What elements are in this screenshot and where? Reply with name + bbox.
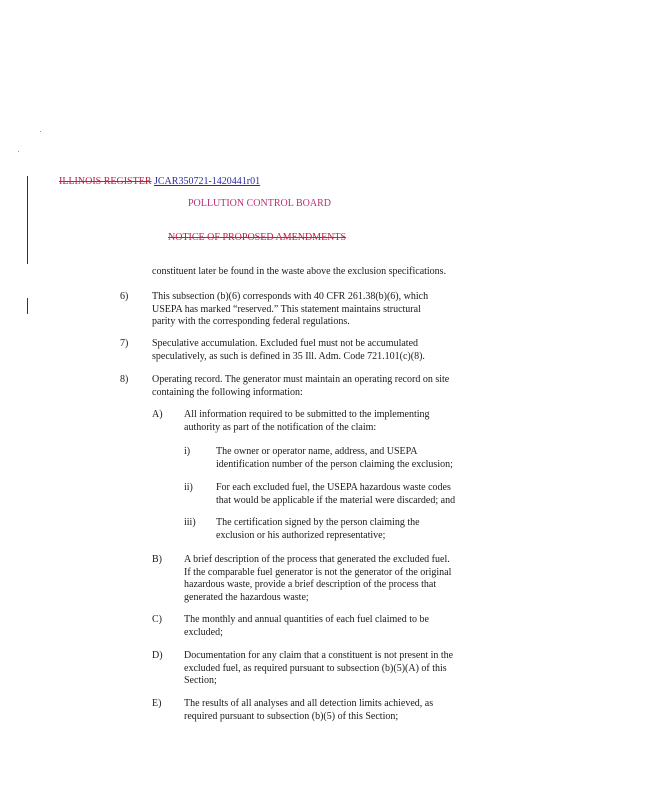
item-B-line: hazardous waste, provide a brief description of the process that xyxy=(184,579,437,590)
item-8-line: Operating record. The generator must maintain an operating record on site xyxy=(152,374,450,385)
item-B-line: If the comparable fuel generator is not the generator of the original xyxy=(184,566,452,578)
item-C-number: C) xyxy=(152,614,162,625)
item-B-line: generated the hazardous waste; xyxy=(184,591,309,603)
item-Aiii-line: exclusion or his authorized representative; xyxy=(216,529,386,541)
item-B-text xyxy=(184,554,451,604)
item-A-text xyxy=(184,409,430,434)
scan-speck xyxy=(18,151,19,152)
register-inserted: JCAR350721-1420441r01 xyxy=(154,176,261,187)
item-C-line: The monthly and annual quantities of each fuel claimed to be xyxy=(184,614,429,625)
scan-speck xyxy=(40,131,41,132)
item-C-text xyxy=(184,614,429,639)
change-bar-item6 xyxy=(27,298,28,314)
board-title: POLLUTION CONTROL BOARD xyxy=(188,198,331,209)
item-6-line: parity with the corresponding federal regulations. xyxy=(152,316,350,327)
item-Aii-line: that would be applicable if the material were discarded; and xyxy=(216,494,456,506)
item-E-line: The results of all analyses and all detection limits achieved, as xyxy=(184,698,434,709)
item-6-text xyxy=(152,291,428,329)
item-A-line: authority as part of the notification of the claim: xyxy=(184,421,377,433)
item-6-line: This subsection (b)(6) corresponds with 40 CFR 261.38(b)(6), which xyxy=(152,291,429,302)
item-6-number: 6) xyxy=(120,291,129,302)
item-8-line: containing the following information: xyxy=(152,386,303,398)
item-B-line: A brief description of the process that generated the excluded fuel. xyxy=(184,554,450,565)
item-A-line: All information required to be submitted to the implementing xyxy=(184,409,430,420)
item-Aii-number: ii) xyxy=(184,482,193,493)
item-7-line: Speculative accumulation. Excluded fuel must not be accumulated xyxy=(152,338,419,349)
change-bar-header xyxy=(27,176,28,264)
item-E-text xyxy=(184,698,433,723)
item-Aiii-text xyxy=(216,517,420,542)
continuation-line: constituent later be found in the waste above the exclusion specifications. xyxy=(152,266,447,277)
item-8-text xyxy=(152,374,449,399)
item-Ai-line: identification number of the person claiming the exclusion; xyxy=(216,458,453,470)
item-Ai-line: The owner or operator name, address, and USEPA xyxy=(216,446,418,457)
item-D-text xyxy=(184,650,453,688)
register-header xyxy=(59,176,260,189)
item-Aiii-line: The certification signed by the person claiming the xyxy=(216,517,420,528)
item-Aii-text xyxy=(216,482,455,507)
item-7-text xyxy=(152,338,425,363)
item-6-line: USEPA has marked “reserved.” This statement maintains structural xyxy=(152,303,421,315)
item-D-line: excluded fuel, as required pursuant to subsection (b)(5)(A) of this xyxy=(184,662,447,674)
item-Aiii-number: iii) xyxy=(184,517,196,528)
item-A-number: A) xyxy=(152,409,163,420)
item-E-number: E) xyxy=(152,698,162,709)
item-E-line: required pursuant to subsection (b)(5) of this Section; xyxy=(184,710,399,722)
item-D-line: Documentation for any claim that a constituent is not present in the xyxy=(184,650,454,661)
item-D-line: Section; xyxy=(184,675,217,686)
notice-title: NOTICE OF PROPOSED AMENDMENTS xyxy=(168,232,347,243)
item-B-number: B) xyxy=(152,554,162,565)
item-Ai-number: i) xyxy=(184,446,191,457)
register-struck: ILLINOIS REGISTER xyxy=(59,176,152,187)
item-8-number: 8) xyxy=(120,374,129,385)
item-Aii-line: For each excluded fuel, the USEPA hazardous waste codes xyxy=(216,482,451,493)
item-Ai-text xyxy=(216,446,453,471)
item-7-line: speculatively, as such is defined in 35 Ill. Adm. Code 721.101(c)(8). xyxy=(152,350,425,362)
item-C-line: excluded; xyxy=(184,626,223,638)
item-D-number: D) xyxy=(152,650,163,661)
item-7-number: 7) xyxy=(120,338,129,349)
